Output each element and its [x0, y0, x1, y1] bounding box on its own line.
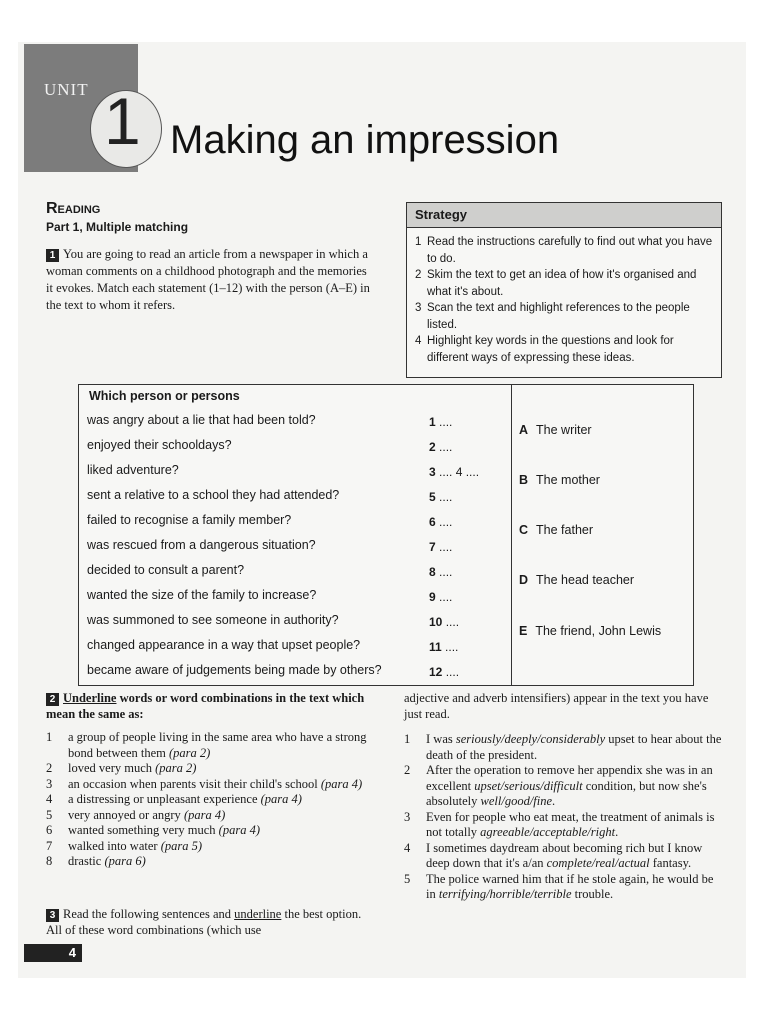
- strategy-heading: Strategy: [407, 203, 721, 228]
- exercise-3-instructions-continued: adjective and adverb intensifiers) appear in the text you have just read.: [404, 691, 709, 721]
- matching-heading: Which person or persons: [89, 389, 240, 403]
- answer-slot[interactable]: 3 .... 4 ....: [429, 465, 480, 479]
- exercise-3-list: [404, 732, 722, 903]
- question-text: changed appearance in a way that upset people?: [87, 638, 361, 652]
- exercise-number-badge: 1: [46, 249, 59, 262]
- question-text: decided to consult a parent?: [87, 563, 245, 577]
- page-title: Making an impression: [170, 118, 560, 162]
- list-item: 1 a group of people living in the same area who have a strong bond between them (para 2): [46, 730, 367, 760]
- word-options[interactable]: terrifying/horrible/terrible: [438, 887, 572, 901]
- person-option: C The father: [519, 523, 594, 537]
- word-options[interactable]: seriously/deeply/considerably: [455, 732, 606, 746]
- exercise-number-badge: 3: [46, 909, 59, 922]
- question-text: enjoyed their schooldays?: [87, 438, 232, 452]
- answer-slot[interactable]: 10 ....: [429, 615, 460, 629]
- answer-slot[interactable]: 11 ....: [429, 640, 459, 654]
- answer-slot[interactable]: 2 ....: [429, 440, 453, 454]
- list-item: 6 wanted something very much (para 4): [46, 823, 260, 837]
- question-text: failed to recognise a family member?: [87, 513, 292, 527]
- list-item: 8 drastic (para 6): [46, 854, 146, 868]
- question-text: was angry about a lie that had been told?: [87, 413, 316, 427]
- strategy-item: 2 Skim the text to get an idea of how it's organised and what it's about.: [415, 269, 697, 298]
- question-text: became aware of judgements being made by others?: [87, 663, 382, 677]
- part-heading: Part 1, Multiple matching: [46, 220, 189, 234]
- column-divider: [511, 385, 512, 685]
- list-item: 2 After the operation to remove her appendix she was in an excellent upset/serious/difficult condition, but now she's absolutely well/good/fine.: [404, 763, 713, 808]
- answer-slot[interactable]: 9 ....: [429, 590, 453, 604]
- answer-slot[interactable]: 6 ....: [429, 515, 453, 529]
- strategy-item: 3 Scan the text and highlight references to the people listed.: [415, 302, 690, 331]
- strategy-list: [407, 234, 721, 366]
- list-item: 3 an occasion when parents visit their child's school (para 4): [46, 776, 363, 791]
- question-text: was rescued from a dangerous situation?: [87, 538, 316, 552]
- person-option: B The mother: [519, 473, 600, 487]
- list-item: 1 I was seriously/deeply/considerably upset to hear about the death of the president.: [404, 732, 722, 762]
- section-heading: Reading: [46, 200, 101, 217]
- person-option: E The friend, John Lewis: [519, 624, 662, 638]
- question-text: liked adventure?: [87, 463, 179, 477]
- list-item: 5 The police warned him that if he stole again, he would be in terrifying/horrible/terrible trouble.: [404, 871, 714, 901]
- answer-slot[interactable]: 8 ....: [429, 565, 453, 579]
- exercise-1-text: You are going to read an article from a newspaper in which a woman comments on a childhood photograph and the memories it evokes. Match each statement (1–12) with the person (A–E) in the text to whom it refers.: [46, 247, 370, 312]
- answer-slot[interactable]: 12 ....: [429, 665, 460, 679]
- exercise-3-instructions: 3 Read the following sentences and underline the best option. All of these word combinations (which use: [46, 907, 362, 937]
- person-option: D The head teacher: [519, 573, 635, 587]
- person-option: A The writer: [519, 423, 592, 437]
- question-text: wanted the size of the family to increase?: [87, 588, 317, 602]
- answer-slot[interactable]: 5 ....: [429, 490, 453, 504]
- question-text: was summoned to see someone in authority?: [87, 613, 339, 627]
- strategy-box: [406, 202, 722, 378]
- list-item: 2 loved very much (para 2): [46, 761, 197, 775]
- list-item: 4 I sometimes daydream about becoming rich but I know deep down that it's a/an complete/real/actual fantasy.: [404, 840, 703, 870]
- exercise-2-list: [46, 730, 376, 870]
- list-item: 7 walked into water (para 5): [46, 838, 203, 853]
- unit-number: 1: [104, 84, 141, 158]
- unit-label: UNIT: [44, 80, 89, 99]
- question-text: sent a relative to a school they had attended?: [87, 488, 340, 502]
- strategy-item: 1 Read the instructions carefully to find out what you have to do.: [415, 236, 713, 265]
- list-item: 4 a distressing or unpleasant experience (para 4): [46, 792, 302, 806]
- list-item: 5 very annoyed or angry (para 4): [46, 807, 226, 822]
- strategy-item: 4 Highlight key words in the questions and look for different ways of expressing these ideas.: [415, 335, 674, 364]
- exercise-2-instructions: 2 Underline words or word combinations in the text which mean the same as:: [46, 691, 365, 721]
- exercise-number-badge: 2: [46, 693, 59, 706]
- matching-table: [78, 384, 694, 686]
- list-item: 3 Even for people who eat meat, the treatment of animals is not totally agreeable/acceptable/right.: [404, 809, 715, 839]
- page-number: 4: [24, 944, 82, 962]
- word-options[interactable]: agreeable/acceptable/right: [480, 825, 616, 839]
- word-options[interactable]: complete/real/actual: [546, 856, 650, 870]
- exercise-1-instructions: [46, 246, 376, 314]
- answer-slot[interactable]: 7 ....: [429, 540, 453, 554]
- word-options[interactable]: well/good/fine: [480, 794, 553, 808]
- word-options[interactable]: upset/serious/difficult: [474, 778, 583, 793]
- answer-slot[interactable]: 1 ....: [429, 415, 453, 429]
